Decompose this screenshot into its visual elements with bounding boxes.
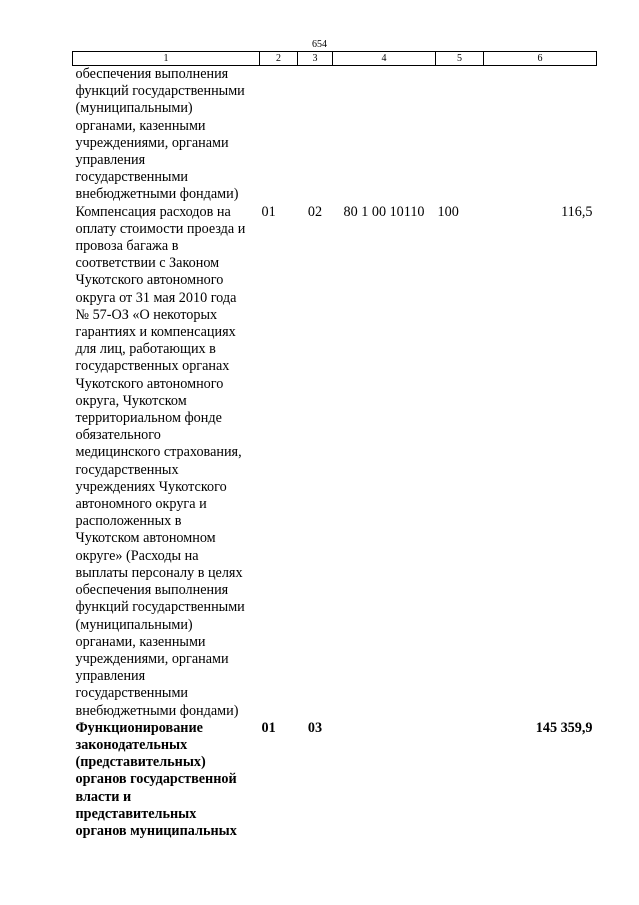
table-row [73, 66, 597, 204]
column-header-1: 1 [73, 52, 260, 66]
amount-cell: 145 359,9 [535, 719, 593, 736]
target-article-cell [333, 66, 436, 204]
section-code-cell [260, 66, 298, 204]
column-header-5: 5 [436, 52, 484, 66]
table-row [73, 204, 597, 720]
subsection-code-cell: 03 [307, 719, 323, 736]
row-name-text: обеспечения выполнения функций государственными (муниципальными) органами, казенными учреждениями, органами управления государственными внебюджетными фондами) [75, 66, 245, 203]
row-name-cell [73, 204, 260, 720]
subsection-code-cell: 02 [307, 203, 323, 220]
amount-cell: 116,5 [561, 203, 593, 220]
row-name-cell [73, 720, 260, 840]
section-code-cell: 01 [261, 203, 276, 220]
row-name-text: Компенсация расходов на оплату стоимости проезда и провоза багажа в соответствии с Законом Чукотского автономного округа от 31 мая 2010 года № 57-ОЗ «О некоторых гарантиях и компенсациях для лиц, работающих в государственных органах Чукотского автономного округа, Чукотском территориальном фонде обязательного медицинского страхования, государственных учреждениях Чукотского автономного округа и расположенных в Чукотском автономном округе» (Расходы на выплаты персоналу в целях обеспечения выполнения функций государственными (муниципальными) органами, казенными учреждениями, органами управления государственными внебюджетными фондами) [75, 203, 246, 719]
table-row-section-total [73, 720, 597, 840]
row-name-text: Функционирование законодательных (представительных) органов государственной власти и представительных органов муниципальных [75, 719, 237, 839]
budget-table [72, 51, 597, 840]
target-article-cell [333, 720, 436, 840]
column-header-6: 6 [484, 52, 597, 66]
expense-type-cell [436, 720, 484, 840]
page-number: 654 [312, 39, 327, 50]
amount-cell [484, 66, 597, 204]
column-number-header-row [73, 52, 597, 66]
expense-type-cell [436, 66, 484, 204]
column-header-3: 3 [298, 52, 333, 66]
target-article-cell: 80 1 00 10110 [343, 203, 425, 220]
column-header-2: 2 [260, 52, 298, 66]
column-header-4: 4 [333, 52, 436, 66]
subsection-code-cell [298, 66, 333, 204]
row-name-cell [73, 66, 260, 204]
expense-type-cell: 100 [437, 203, 459, 220]
section-code-cell: 01 [261, 719, 276, 736]
